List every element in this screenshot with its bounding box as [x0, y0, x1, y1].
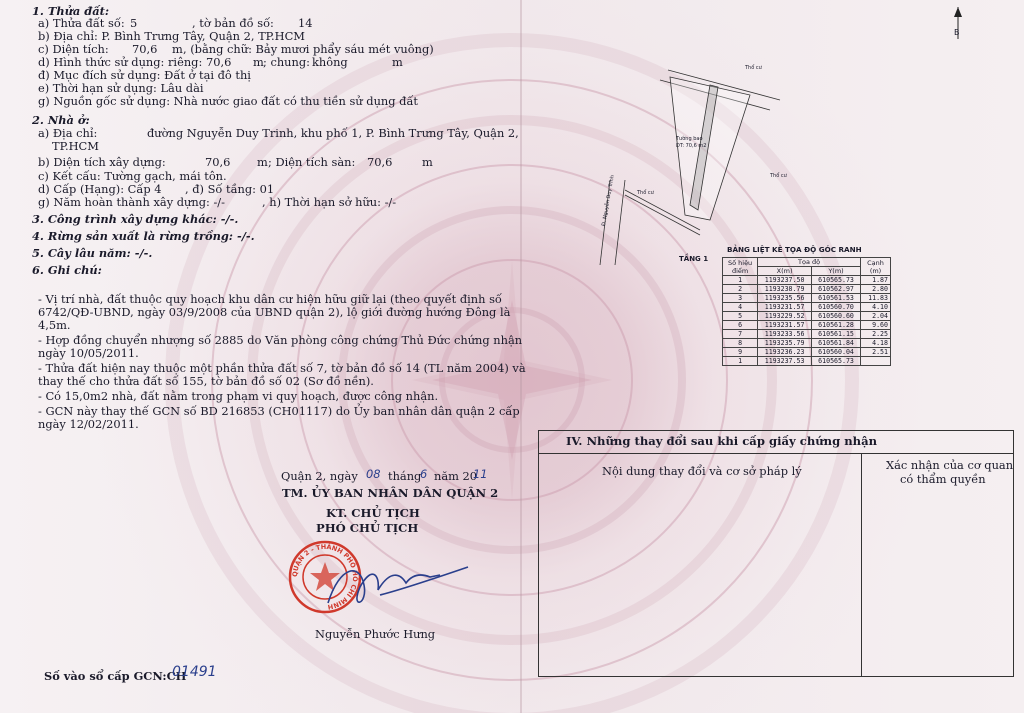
- use-purpose: đ) Mục đích sử dụng: Đất ở tại đô thị: [38, 68, 251, 82]
- coord-cell-x: 1193231.57: [758, 303, 812, 312]
- coord-row: [723, 294, 891, 303]
- parcel-number: 5: [130, 16, 138, 30]
- completion-year: g) Năm hoàn thành xây dựng: -/-: [38, 195, 225, 209]
- coord-cell-x: 1193235.56: [758, 294, 812, 303]
- coord-cell-x: 1193236.23: [758, 348, 812, 357]
- floor-area-unit: m: [422, 155, 433, 169]
- coord-cell-p: 4: [723, 303, 758, 312]
- plot-road-label: Đ. Nguyễn Duy Trinh: [600, 174, 616, 227]
- area-value: 70,6: [132, 42, 158, 56]
- build-area-label: b) Diện tích xây dựng:: [38, 155, 166, 169]
- coord-row: [723, 303, 891, 312]
- sign-role: PHÓ CHỦ TỊCH: [316, 521, 419, 535]
- use-shared-unit: m: [392, 55, 403, 69]
- coord-cell-p: 9: [723, 348, 758, 357]
- coord-cell-y: 610560.04: [812, 348, 861, 357]
- coord-cell-y: 610560.70: [812, 303, 861, 312]
- coord-row: [723, 276, 891, 285]
- plot-neighbor-2: Thổ cư: [637, 190, 654, 196]
- floor-area-value: 70,6: [367, 155, 393, 169]
- coord-cell-e: 2.80: [861, 285, 891, 294]
- sec3-other-works: 3. Công trình xây dựng khác: -/-.: [32, 212, 239, 226]
- use-form-label: d) Hình thức sử dụng: riêng:: [38, 55, 203, 69]
- coord-cell-y: 610562.97: [812, 285, 861, 294]
- build-area-unit: m: [257, 155, 268, 169]
- coord-row: [723, 357, 891, 366]
- changes-col-content: Nội dung thay đổi và cơ sở pháp lý: [602, 464, 802, 478]
- coord-cell-p: 1: [723, 276, 758, 285]
- note-line: - Thửa đất hiện nay thuộc một phần thửa đất số 7, tờ bản đồ số 14 (TL năm 2004) và: [38, 361, 526, 375]
- sec1-title: 1. Thửa đất:: [32, 4, 110, 18]
- coord-col-x: X(m): [758, 267, 812, 276]
- coord-cell-e: 9.60: [861, 321, 891, 330]
- note-line: - Vị trí nhà, đất thuộc quy hoạch khu dân cư hiện hữu giữ lại (theo quyết định số: [38, 292, 502, 306]
- coord-cell-p: 1: [723, 357, 758, 366]
- house-address: đường Nguyễn Duy Trinh, khu phố 1, P. Bình Trưng Tây, Quận 2,: [147, 126, 519, 140]
- plot-floor-title: TẦNG 1: [679, 255, 709, 263]
- ownership-term: , h) Thời hạn sở hữu: -/-: [262, 195, 397, 209]
- coord-cell-e: 1.87: [861, 276, 891, 285]
- coord-cell-p: 3: [723, 294, 758, 303]
- stamp-text: QUẬN 2 - THÀNH PHỐ HỒ CHÍ MINH: [290, 542, 360, 611]
- coord-cell-y: 610561.15: [812, 330, 861, 339]
- registry-label: Số vào sổ cấp GCN:CH: [44, 669, 187, 683]
- sign-date-prefix: Quận 2, ngày: [281, 469, 358, 483]
- registry-number: 01491: [172, 664, 217, 680]
- coord-row: [723, 330, 891, 339]
- coord-cell-y: 610565.73: [812, 276, 861, 285]
- coord-cell-p: 7: [723, 330, 758, 339]
- sign-year-label: năm 20: [434, 469, 478, 483]
- plot-diagram: [590, 55, 790, 265]
- area-words: , (bằng chữ: Bảy mươi phẩy sáu mét vuông): [183, 42, 434, 56]
- house-address-city: TP.HCM: [52, 139, 99, 153]
- use-origin: g) Nguồn gốc sử dụng: Nhà nước giao đất có thu tiền sử dụng đất: [38, 94, 419, 108]
- note-line: - Hợp đồng chuyển nhượng số 2885 do Văn phòng công chứng Thủ Đức chứng nhận: [38, 333, 523, 347]
- sec2-title: 2. Nhà ở:: [32, 113, 90, 127]
- coord-cell-x: 1193231.57: [758, 321, 812, 330]
- parcel-number-label: a) Thửa đất số:: [38, 16, 125, 30]
- use-private-unit: m: [253, 55, 264, 69]
- coord-row: [723, 339, 891, 348]
- coord-cell-x: 1193235.79: [758, 339, 812, 348]
- use-shared-value: không: [312, 55, 348, 69]
- note-line: - Có 15,0m2 nhà, đất nằm trong phạm vi quy hoạch, được công nhận.: [38, 389, 439, 403]
- coord-row: [723, 348, 891, 357]
- coord-cell-x: 1193237.53: [758, 357, 812, 366]
- sign-name: Nguyễn Phước Hưng: [315, 627, 436, 641]
- note-line: - GCN này thay thế GCN số BD 216853 (CH01117) do Ủy ban nhân dân quận 2 cấp: [38, 404, 520, 418]
- changes-column-divider: [861, 453, 862, 676]
- page-fold: [520, 0, 522, 713]
- note-line: 6742/QĐ-UBND, ngày 03/9/2008 của UBND quận 2), lộ giới đường hướng Đông là: [38, 305, 511, 319]
- coord-cell-x: 1193229.52: [758, 312, 812, 321]
- handwritten-signature: [320, 555, 470, 615]
- plot-area-label: Tường bao: [676, 136, 703, 142]
- note-line: thay thế cho thửa đất số 155, tờ bản đồ số 02 (Sơ đồ nền).: [38, 374, 374, 388]
- coord-col-y: Y(m): [812, 267, 861, 276]
- coord-cell-e: 4.10: [861, 303, 891, 312]
- changes-col-confirm-1: Xác nhận của cơ quan: [886, 458, 1014, 472]
- coord-cell-y: 610560.60: [812, 312, 861, 321]
- sign-month: 6: [420, 467, 428, 481]
- north-label: B: [954, 28, 960, 37]
- coord-cell-e: 2.25: [861, 330, 891, 339]
- coord-cell-p: 6: [723, 321, 758, 330]
- coord-row: [723, 312, 891, 321]
- coord-cell-x: 1193233.56: [758, 330, 812, 339]
- parcel-address: b) Địa chỉ: P. Bình Trưng Tây, Quận 2, TP.HCM: [38, 29, 305, 43]
- house-grade: d) Cấp (Hạng): Cấp 4: [38, 182, 162, 196]
- plot-area-value: DT: 70,6 m2: [676, 143, 707, 149]
- sec4-forest: 4. Rừng sản xuất là rừng trồng: -/-.: [32, 229, 255, 243]
- map-sheet-label: , tờ bản đồ số:: [192, 16, 274, 30]
- coord-cell-e: [861, 357, 891, 366]
- house-structure: c) Kết cấu: Tường gạch, mái tôn.: [38, 169, 227, 183]
- coord-cell-y: 610561.28: [812, 321, 861, 330]
- coord-row: [723, 321, 891, 330]
- build-area-value: 70,6: [205, 155, 231, 169]
- house-floors: , đ) Số tầng: 01: [185, 182, 275, 196]
- coord-col-point: Số hiệu điểm: [723, 258, 758, 276]
- coord-cell-x: 1193237.50: [758, 276, 812, 285]
- map-sheet-number: 14: [298, 16, 313, 30]
- sec5-perennial: 5. Cây lâu năm: -/-.: [32, 246, 153, 260]
- area-unit: m: [172, 42, 183, 56]
- use-shared-label: ; chung:: [263, 55, 310, 69]
- coord-cell-e: 2.04: [861, 312, 891, 321]
- changes-col-confirm-2: có thẩm quyền: [900, 472, 986, 486]
- coord-cell-e: 11.83: [861, 294, 891, 303]
- coord-cell-e: 4.18: [861, 339, 891, 348]
- coord-cell-p: 8: [723, 339, 758, 348]
- coord-cell-e: 2.51: [861, 348, 891, 357]
- sign-kt: KT. CHỦ TỊCH: [326, 506, 420, 520]
- area-label: c) Diện tích:: [38, 42, 109, 56]
- coord-cell-p: 5: [723, 312, 758, 321]
- sign-org: TM. ỦY BAN NHÂN DÂN QUẬN 2: [282, 486, 499, 500]
- note-line: ngày 12/02/2011.: [38, 417, 139, 431]
- use-term: e) Thời hạn sử dụng: Lâu dài: [38, 81, 204, 95]
- changes-title: IV. Những thay đổi sau khi cấp giấy chứng nhận: [566, 434, 878, 448]
- coord-cell-y: 610561.84: [812, 339, 861, 348]
- coord-cell-y: 610565.73: [812, 357, 861, 366]
- coord-cell-y: 610561.53: [812, 294, 861, 303]
- coord-table: [722, 257, 891, 366]
- house-address-label: a) Địa chỉ:: [38, 126, 98, 140]
- sec6-title: 6. Ghi chú:: [32, 263, 102, 277]
- floor-area-label: ; Diện tích sàn:: [268, 155, 356, 169]
- note-line: 4,5m.: [38, 318, 71, 332]
- use-private-value: 70,6: [206, 55, 232, 69]
- sign-year: 11: [473, 467, 488, 481]
- coord-cell-x: 1193238.79: [758, 285, 812, 294]
- note-line: ngày 10/05/2011.: [38, 346, 139, 360]
- coord-cell-p: 2: [723, 285, 758, 294]
- coord-row: [723, 285, 891, 294]
- coord-col-coord: Tọa độ: [758, 258, 861, 267]
- coord-table-title: BẢNG LIỆT KÊ TỌA ĐỘ GÓC RANH: [727, 245, 862, 254]
- coord-col-edge: Cạnh (m): [861, 258, 891, 276]
- sign-month-label: tháng: [388, 469, 422, 483]
- plot-neighbor-1: Thổ cư: [745, 65, 762, 71]
- sign-day: 08: [366, 467, 381, 481]
- plot-neighbor-3: Thổ cư: [770, 173, 787, 179]
